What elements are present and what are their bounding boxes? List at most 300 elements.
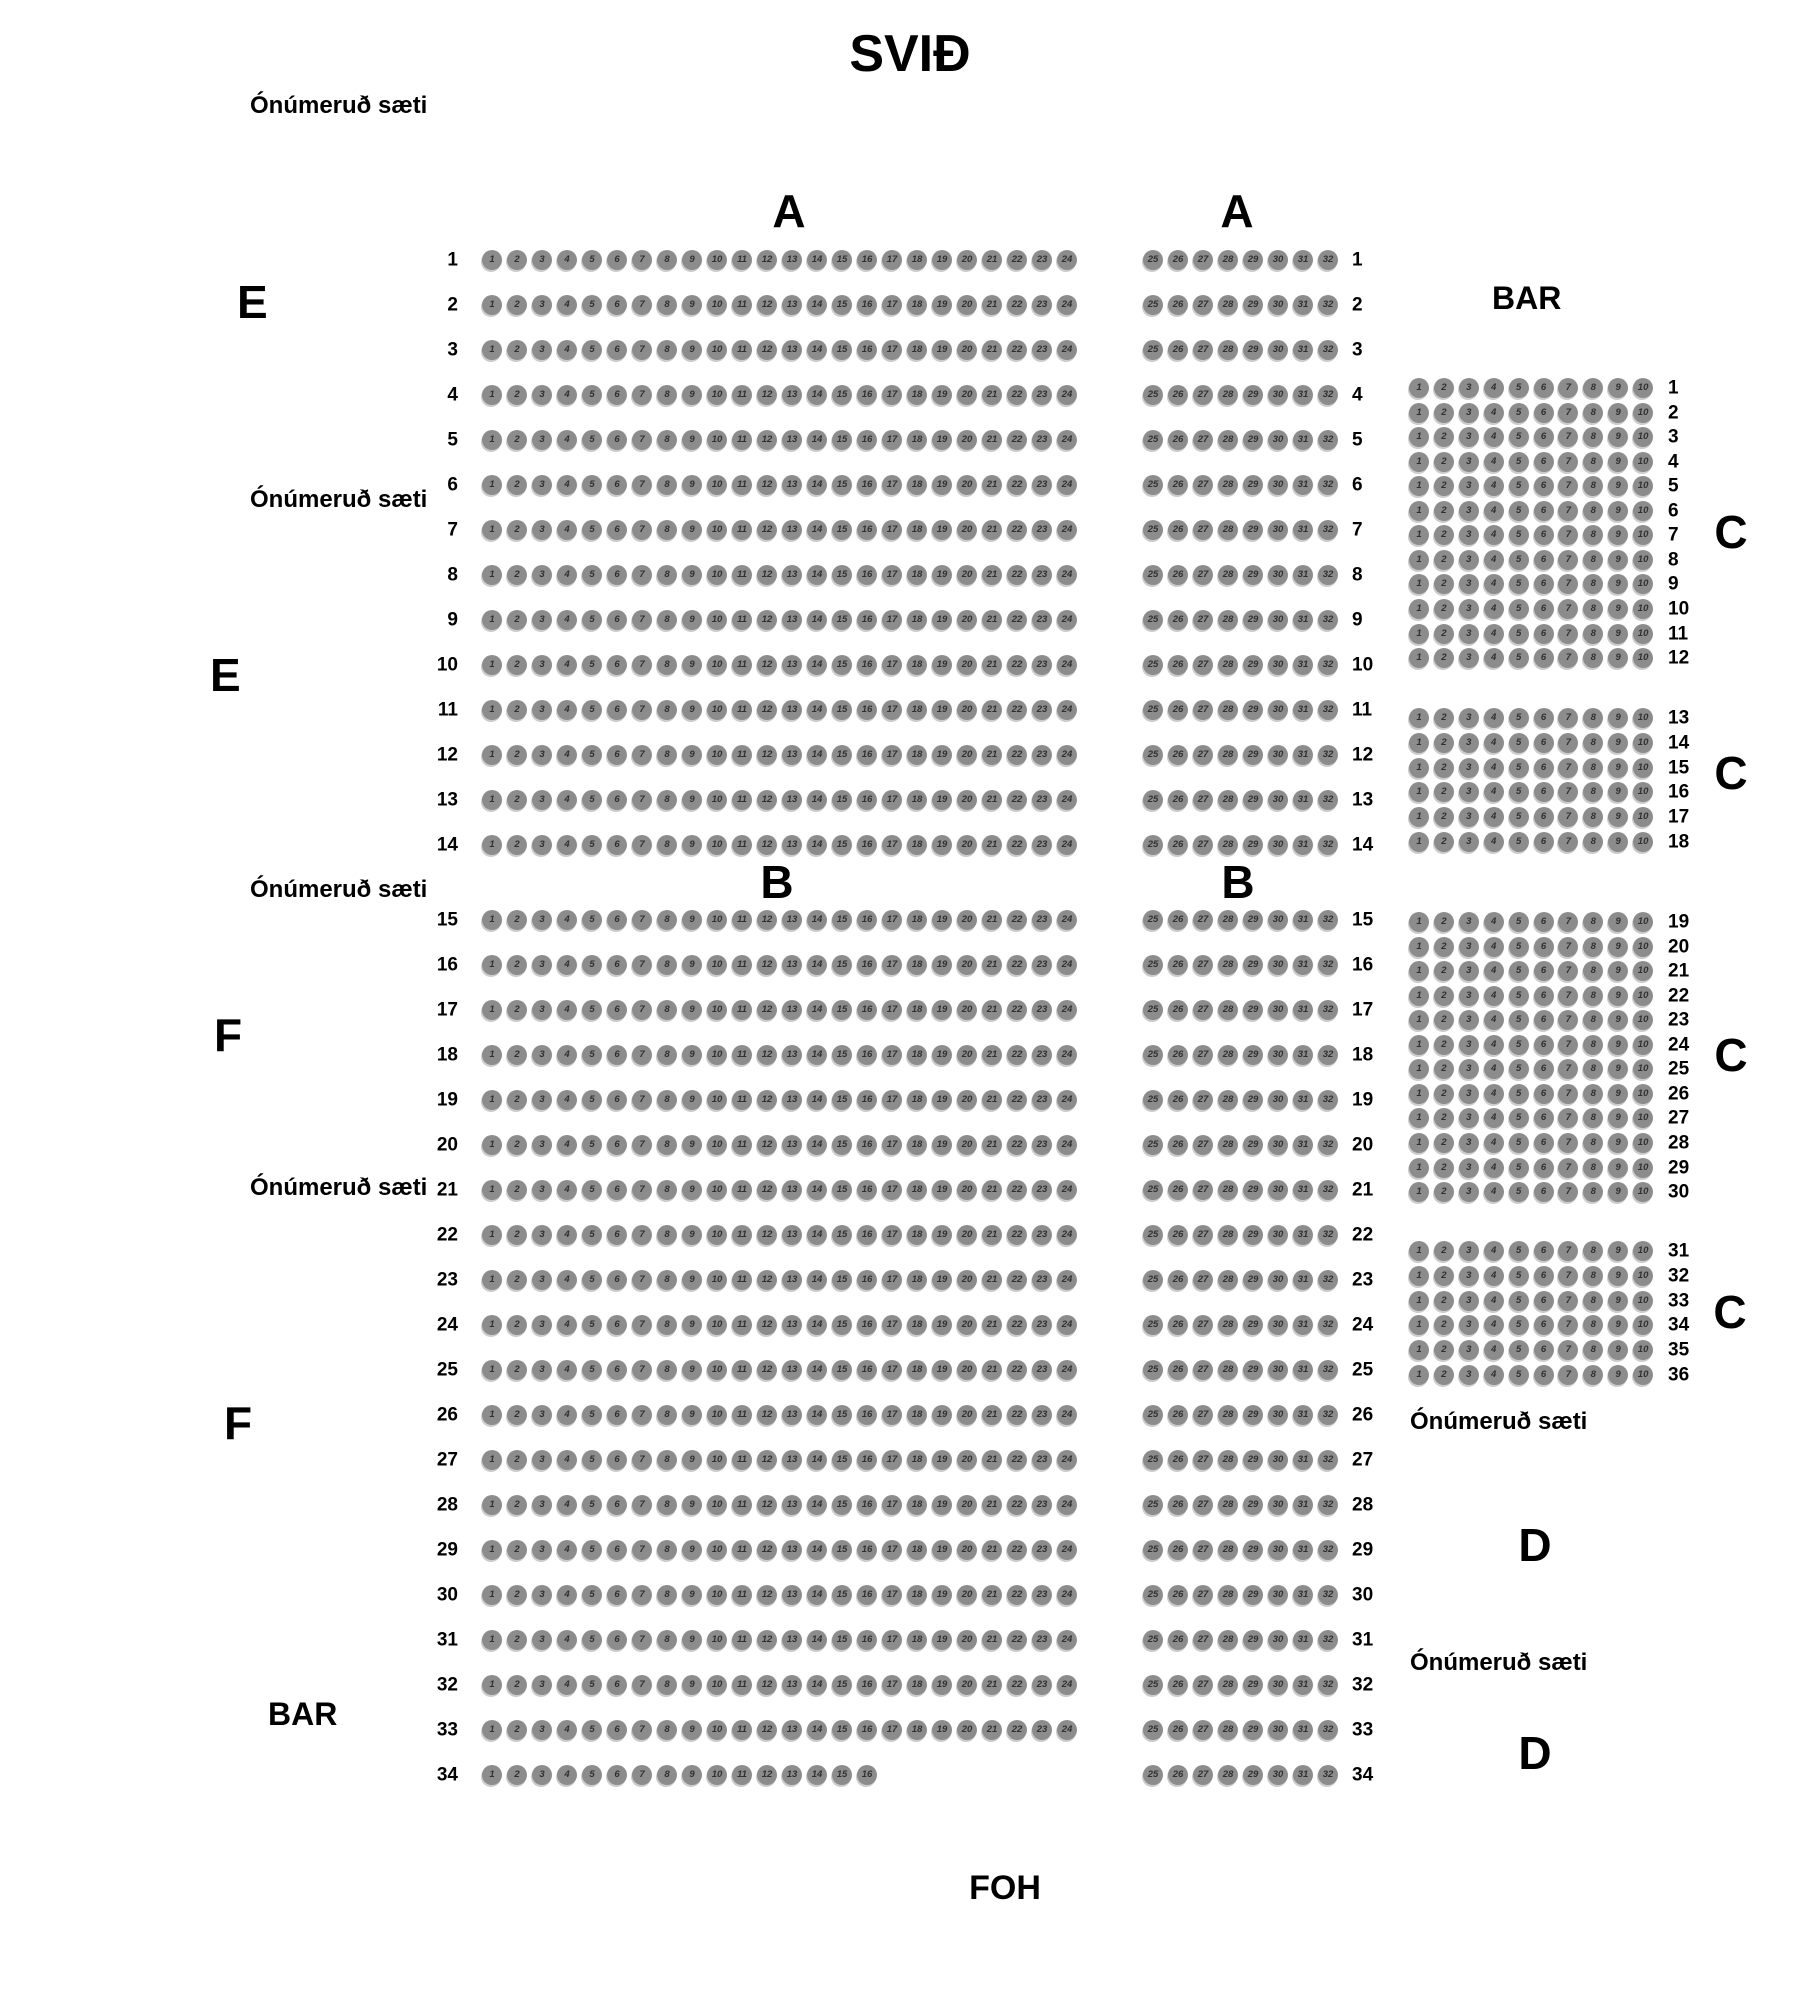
seat[interactable]: 28 <box>1218 520 1238 540</box>
seat[interactable]: 25 <box>1143 1450 1163 1470</box>
seat[interactable]: 8 <box>657 1045 677 1065</box>
seat[interactable]: 23 <box>1032 250 1052 270</box>
seat[interactable]: 10 <box>707 295 727 315</box>
seat[interactable]: 22 <box>1007 475 1027 495</box>
seat[interactable]: 7 <box>1558 1084 1578 1104</box>
seat[interactable]: 5 <box>582 385 602 405</box>
seat[interactable]: 8 <box>657 340 677 360</box>
seat[interactable]: 27 <box>1193 1495 1213 1515</box>
seat[interactable]: 6 <box>1534 476 1554 496</box>
seat[interactable]: 10 <box>1633 1108 1653 1128</box>
seat[interactable]: 9 <box>682 745 702 765</box>
seat[interactable]: 21 <box>982 1315 1002 1335</box>
seat[interactable]: 31 <box>1293 1585 1313 1605</box>
seat[interactable]: 31 <box>1293 1405 1313 1425</box>
seat[interactable]: 9 <box>682 1495 702 1515</box>
seat[interactable]: 4 <box>1484 1010 1504 1030</box>
seat[interactable]: 26 <box>1168 1045 1188 1065</box>
seat[interactable]: 2 <box>1434 1241 1454 1261</box>
seat[interactable]: 6 <box>607 340 627 360</box>
seat[interactable]: 14 <box>807 1315 827 1335</box>
seat[interactable]: 25 <box>1143 475 1163 495</box>
seat[interactable]: 4 <box>1484 1108 1504 1128</box>
seat[interactable]: 25 <box>1143 1765 1163 1785</box>
seat[interactable]: 17 <box>882 1135 902 1155</box>
seat[interactable]: 20 <box>957 745 977 765</box>
seat[interactable]: 9 <box>1608 1365 1628 1385</box>
seat[interactable]: 2 <box>507 295 527 315</box>
seat[interactable]: 18 <box>907 1360 927 1380</box>
seat[interactable]: 12 <box>757 1180 777 1200</box>
seat[interactable]: 9 <box>1608 1059 1628 1079</box>
seat[interactable]: 8 <box>1583 427 1603 447</box>
seat[interactable]: 5 <box>1509 986 1529 1006</box>
seat[interactable]: 7 <box>632 835 652 855</box>
seat[interactable]: 2 <box>507 1360 527 1380</box>
seat[interactable]: 14 <box>807 1630 827 1650</box>
seat[interactable]: 32 <box>1318 1405 1338 1425</box>
seat[interactable]: 32 <box>1318 385 1338 405</box>
seat[interactable]: 3 <box>1459 912 1479 932</box>
seat[interactable]: 17 <box>882 1720 902 1740</box>
seat[interactable]: 9 <box>1608 832 1628 852</box>
seat[interactable]: 29 <box>1243 1675 1263 1695</box>
seat[interactable]: 8 <box>657 1090 677 1110</box>
seat[interactable]: 5 <box>582 475 602 495</box>
seat[interactable]: 15 <box>832 1135 852 1155</box>
seat[interactable]: 4 <box>1484 1241 1504 1261</box>
seat[interactable]: 1 <box>482 1045 502 1065</box>
seat[interactable]: 19 <box>932 1585 952 1605</box>
seat[interactable]: 31 <box>1293 430 1313 450</box>
seat[interactable]: 28 <box>1218 565 1238 585</box>
seat[interactable]: 19 <box>932 1450 952 1470</box>
seat[interactable]: 21 <box>982 700 1002 720</box>
seat[interactable]: 27 <box>1193 295 1213 315</box>
seat[interactable]: 21 <box>982 1720 1002 1740</box>
seat[interactable]: 9 <box>682 610 702 630</box>
seat[interactable]: 3 <box>532 565 552 585</box>
seat[interactable]: 5 <box>1509 1340 1529 1360</box>
seat[interactable]: 3 <box>1459 403 1479 423</box>
seat[interactable]: 19 <box>932 1045 952 1065</box>
seat[interactable]: 25 <box>1143 910 1163 930</box>
seat[interactable]: 2 <box>1434 1133 1454 1153</box>
seat[interactable]: 11 <box>732 1135 752 1155</box>
seat[interactable]: 6 <box>1534 961 1554 981</box>
seat[interactable]: 4 <box>557 295 577 315</box>
seat[interactable]: 28 <box>1218 610 1238 630</box>
seat[interactable]: 31 <box>1293 1630 1313 1650</box>
seat[interactable]: 12 <box>757 520 777 540</box>
seat[interactable]: 24 <box>1057 475 1077 495</box>
seat[interactable]: 29 <box>1243 1045 1263 1065</box>
seat[interactable]: 26 <box>1168 835 1188 855</box>
seat[interactable]: 26 <box>1168 1225 1188 1245</box>
seat[interactable]: 12 <box>757 655 777 675</box>
seat[interactable]: 22 <box>1007 340 1027 360</box>
seat[interactable]: 25 <box>1143 1585 1163 1605</box>
seat[interactable]: 11 <box>732 1495 752 1515</box>
seat[interactable]: 6 <box>1534 758 1554 778</box>
seat[interactable]: 2 <box>1434 961 1454 981</box>
seat[interactable]: 14 <box>807 1090 827 1110</box>
seat[interactable]: 9 <box>682 295 702 315</box>
seat[interactable]: 12 <box>757 295 777 315</box>
seat[interactable]: 9 <box>682 565 702 585</box>
seat[interactable]: 22 <box>1007 1360 1027 1380</box>
seat[interactable]: 1 <box>1409 832 1429 852</box>
seat[interactable]: 15 <box>832 1405 852 1425</box>
seat[interactable]: 14 <box>807 1135 827 1155</box>
seat[interactable]: 9 <box>1608 1084 1628 1104</box>
seat[interactable]: 17 <box>882 1450 902 1470</box>
seat[interactable]: 8 <box>1583 1291 1603 1311</box>
seat[interactable]: 4 <box>557 1765 577 1785</box>
seat[interactable]: 24 <box>1057 1450 1077 1470</box>
seat[interactable]: 30 <box>1268 1540 1288 1560</box>
seat[interactable]: 4 <box>1484 599 1504 619</box>
seat[interactable]: 7 <box>1558 1291 1578 1311</box>
seat[interactable]: 27 <box>1193 910 1213 930</box>
seat[interactable]: 5 <box>1509 403 1529 423</box>
seat[interactable]: 13 <box>782 1585 802 1605</box>
seat[interactable]: 4 <box>1484 501 1504 521</box>
seat[interactable]: 9 <box>682 1135 702 1155</box>
seat[interactable]: 6 <box>1534 1291 1554 1311</box>
seat[interactable]: 1 <box>1409 501 1429 521</box>
seat[interactable]: 11 <box>732 1180 752 1200</box>
seat[interactable]: 24 <box>1057 1180 1077 1200</box>
seat[interactable]: 7 <box>632 565 652 585</box>
seat[interactable]: 4 <box>557 1675 577 1695</box>
seat[interactable]: 22 <box>1007 1315 1027 1335</box>
seat[interactable]: 19 <box>932 1495 952 1515</box>
seat[interactable]: 29 <box>1243 745 1263 765</box>
seat[interactable]: 28 <box>1218 1495 1238 1515</box>
seat[interactable]: 13 <box>782 1765 802 1785</box>
seat[interactable]: 21 <box>982 1540 1002 1560</box>
seat[interactable]: 14 <box>807 745 827 765</box>
seat[interactable]: 23 <box>1032 340 1052 360</box>
seat[interactable]: 11 <box>732 700 752 720</box>
seat[interactable]: 10 <box>707 1720 727 1740</box>
seat[interactable]: 4 <box>1484 1158 1504 1178</box>
seat[interactable]: 14 <box>807 1450 827 1470</box>
seat[interactable]: 5 <box>582 1360 602 1380</box>
seat[interactable]: 27 <box>1193 1450 1213 1470</box>
seat[interactable]: 7 <box>632 1765 652 1785</box>
seat[interactable]: 11 <box>732 1315 752 1335</box>
seat[interactable]: 8 <box>1583 1133 1603 1153</box>
seat[interactable]: 20 <box>957 295 977 315</box>
seat[interactable]: 7 <box>632 655 652 675</box>
seat[interactable]: 2 <box>1434 403 1454 423</box>
seat[interactable]: 10 <box>1633 599 1653 619</box>
seat[interactable]: 32 <box>1318 1360 1338 1380</box>
seat[interactable]: 10 <box>1633 1291 1653 1311</box>
seat[interactable]: 1 <box>1409 937 1429 957</box>
seat[interactable]: 5 <box>582 1135 602 1155</box>
seat[interactable]: 7 <box>632 1225 652 1245</box>
seat[interactable]: 30 <box>1268 1315 1288 1335</box>
seat[interactable]: 13 <box>782 1225 802 1245</box>
seat[interactable]: 6 <box>607 655 627 675</box>
seat[interactable]: 7 <box>632 430 652 450</box>
seat[interactable]: 11 <box>732 1630 752 1650</box>
seat[interactable]: 27 <box>1193 1405 1213 1425</box>
seat[interactable]: 5 <box>582 745 602 765</box>
seat[interactable]: 8 <box>1583 403 1603 423</box>
seat[interactable]: 8 <box>657 1765 677 1785</box>
seat[interactable]: 19 <box>932 610 952 630</box>
seat[interactable]: 2 <box>507 565 527 585</box>
seat[interactable]: 29 <box>1243 610 1263 630</box>
seat[interactable]: 10 <box>1633 832 1653 852</box>
seat[interactable]: 10 <box>707 565 727 585</box>
seat[interactable]: 22 <box>1007 520 1027 540</box>
seat[interactable]: 25 <box>1143 1495 1163 1515</box>
seat[interactable]: 2 <box>507 910 527 930</box>
seat[interactable]: 10 <box>707 1360 727 1380</box>
seat[interactable]: 1 <box>482 1135 502 1155</box>
seat[interactable]: 30 <box>1268 745 1288 765</box>
seat[interactable]: 14 <box>807 1045 827 1065</box>
seat[interactable]: 5 <box>1509 912 1529 932</box>
seat[interactable]: 21 <box>982 1135 1002 1155</box>
seat[interactable]: 18 <box>907 1540 927 1560</box>
seat[interactable]: 10 <box>1633 550 1653 570</box>
seat[interactable]: 4 <box>557 475 577 495</box>
seat[interactable]: 27 <box>1193 1000 1213 1020</box>
seat[interactable]: 5 <box>582 1225 602 1245</box>
seat[interactable]: 25 <box>1143 745 1163 765</box>
seat[interactable]: 15 <box>832 1360 852 1380</box>
seat[interactable]: 6 <box>607 700 627 720</box>
seat[interactable]: 23 <box>1032 1225 1052 1245</box>
seat[interactable]: 7 <box>1558 986 1578 1006</box>
seat[interactable]: 4 <box>1484 937 1504 957</box>
seat[interactable]: 7 <box>632 700 652 720</box>
seat[interactable]: 29 <box>1243 1090 1263 1110</box>
seat[interactable]: 1 <box>1409 1315 1429 1335</box>
seat[interactable]: 21 <box>982 295 1002 315</box>
seat[interactable]: 6 <box>607 1270 627 1290</box>
seat[interactable]: 18 <box>907 1630 927 1650</box>
seat[interactable]: 8 <box>657 565 677 585</box>
seat[interactable]: 14 <box>807 700 827 720</box>
seat[interactable]: 19 <box>932 520 952 540</box>
seat[interactable]: 1 <box>1409 733 1429 753</box>
seat[interactable]: 2 <box>1434 1315 1454 1335</box>
seat[interactable]: 21 <box>982 835 1002 855</box>
seat[interactable]: 31 <box>1293 385 1313 405</box>
seat[interactable]: 3 <box>532 295 552 315</box>
seat[interactable]: 2 <box>507 1270 527 1290</box>
seat[interactable]: 26 <box>1168 1495 1188 1515</box>
seat[interactable]: 27 <box>1193 565 1213 585</box>
seat[interactable]: 12 <box>757 745 777 765</box>
seat[interactable]: 1 <box>482 1090 502 1110</box>
seat[interactable]: 1 <box>1409 574 1429 594</box>
seat[interactable]: 15 <box>832 385 852 405</box>
seat[interactable]: 26 <box>1168 1540 1188 1560</box>
seat[interactable]: 20 <box>957 1225 977 1245</box>
seat[interactable]: 17 <box>882 1270 902 1290</box>
seat[interactable]: 23 <box>1032 655 1052 675</box>
seat[interactable]: 2 <box>507 475 527 495</box>
seat[interactable]: 32 <box>1318 1765 1338 1785</box>
seat[interactable]: 1 <box>482 1360 502 1380</box>
seat[interactable]: 18 <box>907 1090 927 1110</box>
seat[interactable]: 7 <box>1558 832 1578 852</box>
seat[interactable]: 15 <box>832 955 852 975</box>
seat[interactable]: 8 <box>657 250 677 270</box>
seat[interactable]: 10 <box>1633 1241 1653 1261</box>
seat[interactable]: 28 <box>1218 1540 1238 1560</box>
seat[interactable]: 29 <box>1243 1720 1263 1740</box>
seat[interactable]: 4 <box>557 1045 577 1065</box>
seat[interactable]: 14 <box>807 430 827 450</box>
seat[interactable]: 19 <box>932 340 952 360</box>
seat[interactable]: 1 <box>1409 912 1429 932</box>
seat[interactable]: 18 <box>907 1585 927 1605</box>
seat[interactable]: 26 <box>1168 1585 1188 1605</box>
seat[interactable]: 16 <box>857 1135 877 1155</box>
seat[interactable]: 18 <box>907 1135 927 1155</box>
seat[interactable]: 12 <box>757 1405 777 1425</box>
seat[interactable]: 20 <box>957 520 977 540</box>
seat[interactable]: 11 <box>732 1360 752 1380</box>
seat[interactable]: 9 <box>1608 1266 1628 1286</box>
seat[interactable]: 24 <box>1057 1360 1077 1380</box>
seat[interactable]: 4 <box>1484 574 1504 594</box>
seat[interactable]: 15 <box>832 1225 852 1245</box>
seat[interactable]: 32 <box>1318 430 1338 450</box>
seat[interactable]: 27 <box>1193 745 1213 765</box>
seat[interactable]: 26 <box>1168 1630 1188 1650</box>
seat[interactable]: 13 <box>782 520 802 540</box>
seat[interactable]: 23 <box>1032 520 1052 540</box>
seat[interactable]: 29 <box>1243 955 1263 975</box>
seat[interactable]: 30 <box>1268 1720 1288 1740</box>
seat[interactable]: 27 <box>1193 520 1213 540</box>
seat[interactable]: 11 <box>732 1270 752 1290</box>
seat[interactable]: 16 <box>857 250 877 270</box>
seat[interactable]: 11 <box>732 1045 752 1065</box>
seat[interactable]: 2 <box>1434 832 1454 852</box>
seat[interactable]: 8 <box>1583 758 1603 778</box>
seat[interactable]: 12 <box>757 1225 777 1245</box>
seat[interactable]: 32 <box>1318 1450 1338 1470</box>
seat[interactable]: 31 <box>1293 1765 1313 1785</box>
seat[interactable]: 7 <box>1558 807 1578 827</box>
seat[interactable]: 6 <box>1534 1133 1554 1153</box>
seat[interactable]: 6 <box>607 1180 627 1200</box>
seat[interactable]: 4 <box>1484 550 1504 570</box>
seat[interactable]: 4 <box>1484 403 1504 423</box>
seat[interactable]: 8 <box>657 910 677 930</box>
seat[interactable]: 24 <box>1057 1675 1077 1695</box>
seat[interactable]: 19 <box>932 1720 952 1740</box>
seat[interactable]: 16 <box>857 430 877 450</box>
seat[interactable]: 4 <box>557 1360 577 1380</box>
seat[interactable]: 6 <box>607 1405 627 1425</box>
seat[interactable]: 18 <box>907 250 927 270</box>
seat[interactable]: 1 <box>482 1495 502 1515</box>
seat[interactable]: 6 <box>607 385 627 405</box>
seat[interactable]: 4 <box>557 790 577 810</box>
seat[interactable]: 1 <box>482 475 502 495</box>
seat[interactable]: 4 <box>1484 1133 1504 1153</box>
seat[interactable]: 27 <box>1193 610 1213 630</box>
seat[interactable]: 6 <box>1534 1315 1554 1335</box>
seat[interactable]: 31 <box>1293 910 1313 930</box>
seat[interactable]: 2 <box>507 1765 527 1785</box>
seat[interactable]: 5 <box>1509 525 1529 545</box>
seat[interactable]: 19 <box>932 1405 952 1425</box>
seat[interactable]: 2 <box>507 1405 527 1425</box>
seat[interactable]: 7 <box>1558 912 1578 932</box>
seat[interactable]: 2 <box>507 340 527 360</box>
seat[interactable]: 2 <box>1434 1340 1454 1360</box>
seat[interactable]: 31 <box>1293 1000 1313 1020</box>
seat[interactable]: 17 <box>882 1630 902 1650</box>
seat[interactable]: 16 <box>857 1090 877 1110</box>
seat[interactable]: 7 <box>1558 1266 1578 1286</box>
seat[interactable]: 2 <box>1434 733 1454 753</box>
seat[interactable]: 11 <box>732 655 752 675</box>
seat[interactable]: 18 <box>907 340 927 360</box>
seat[interactable]: 5 <box>582 955 602 975</box>
seat[interactable]: 1 <box>482 1765 502 1785</box>
seat[interactable]: 1 <box>482 1585 502 1605</box>
seat[interactable]: 11 <box>732 1090 752 1110</box>
seat[interactable]: 19 <box>932 430 952 450</box>
seat[interactable]: 5 <box>1509 1241 1529 1261</box>
seat[interactable]: 16 <box>857 1180 877 1200</box>
seat[interactable]: 6 <box>1534 1241 1554 1261</box>
seat[interactable]: 2 <box>1434 937 1454 957</box>
seat[interactable]: 30 <box>1268 835 1288 855</box>
seat[interactable]: 8 <box>657 1360 677 1380</box>
seat[interactable]: 10 <box>1633 1010 1653 1030</box>
seat[interactable]: 23 <box>1032 295 1052 315</box>
seat[interactable]: 13 <box>782 655 802 675</box>
seat[interactable]: 10 <box>707 655 727 675</box>
seat[interactable]: 29 <box>1243 1360 1263 1380</box>
seat[interactable]: 14 <box>807 1720 827 1740</box>
seat[interactable]: 8 <box>657 1135 677 1155</box>
seat[interactable]: 10 <box>1633 961 1653 981</box>
seat[interactable]: 23 <box>1032 1135 1052 1155</box>
seat[interactable]: 23 <box>1032 1270 1052 1290</box>
seat[interactable]: 4 <box>557 610 577 630</box>
seat[interactable]: 15 <box>832 610 852 630</box>
seat[interactable]: 5 <box>1509 624 1529 644</box>
seat[interactable]: 30 <box>1268 385 1288 405</box>
seat[interactable]: 7 <box>1558 1035 1578 1055</box>
seat[interactable]: 7 <box>632 520 652 540</box>
seat[interactable]: 15 <box>832 1675 852 1695</box>
seat[interactable]: 10 <box>1633 525 1653 545</box>
seat[interactable]: 1 <box>1409 403 1429 423</box>
seat[interactable]: 2 <box>507 520 527 540</box>
seat[interactable]: 7 <box>1558 1108 1578 1128</box>
seat[interactable]: 2 <box>507 1315 527 1335</box>
seat[interactable]: 17 <box>882 1315 902 1335</box>
seat[interactable]: 16 <box>857 1720 877 1740</box>
